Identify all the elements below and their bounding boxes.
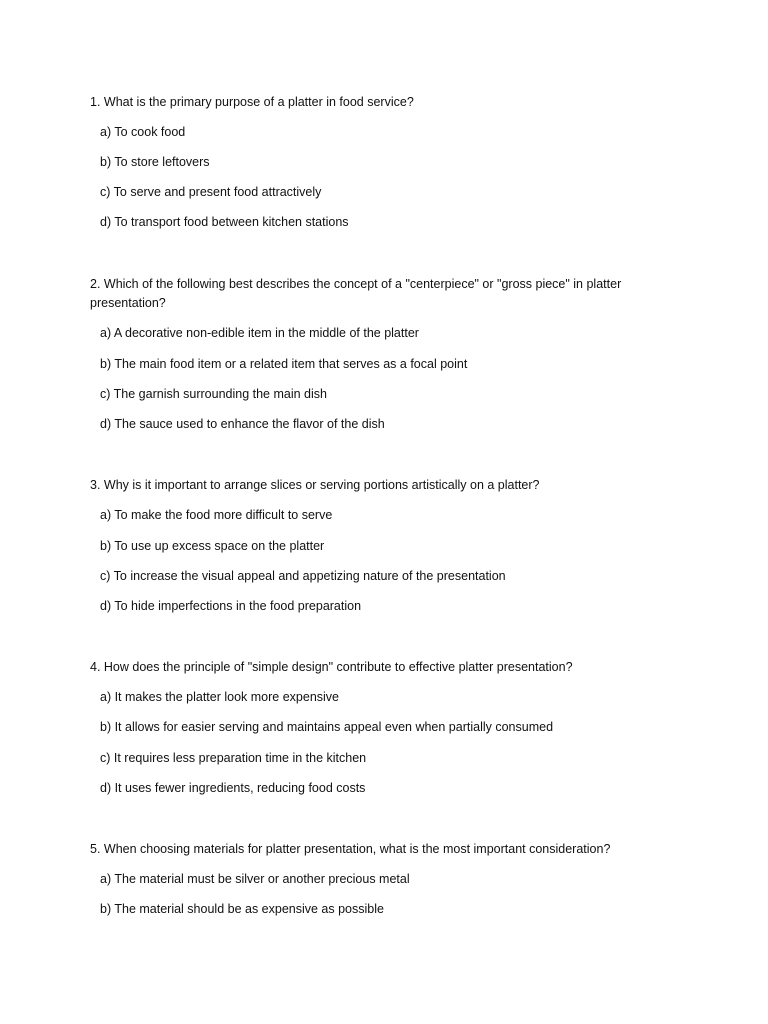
question-text: 4. How does the principle of "simple design" contribute to effective platter presentation?	[90, 660, 573, 674]
question-5	[90, 840, 650, 859]
answer-option: b) It allows for easier serving and maintains appeal even when partially consumed	[100, 720, 554, 734]
question-1	[90, 93, 650, 112]
answer-option: b) To use up excess space on the platter	[100, 539, 325, 553]
answer-option: b) The main food item or a related item that serves as a focal point	[100, 357, 468, 371]
answer-option: b) The material should be as expensive as possible	[100, 902, 384, 916]
answer-option: c) To increase the visual appeal and appetizing nature of the presentation	[100, 569, 506, 583]
question-4	[90, 658, 650, 677]
answer-option: c) To serve and present food attractively	[100, 185, 322, 199]
question-text: 5. When choosing materials for platter presentation, what is the most important consideration?	[90, 842, 611, 856]
question-3	[90, 476, 650, 495]
question-text: 1. What is the primary purpose of a platter in food service?	[90, 95, 414, 109]
answer-option: b) To store leftovers	[100, 155, 210, 169]
answer-option: d) To transport food between kitchen stations	[100, 215, 349, 229]
question-text: 2. Which of the following best describes the concept of a "centerpiece" or "gross piece" in platter presentation?	[90, 277, 622, 310]
answer-option: d) The sauce used to enhance the flavor of the dish	[100, 417, 385, 431]
question-text: 3. Why is it important to arrange slices or serving portions artistically on a platter?	[90, 478, 540, 492]
answer-option: a) To cook food	[100, 125, 186, 139]
answer-option: a) The material must be silver or another precious metal	[100, 872, 410, 886]
question-2	[90, 275, 650, 313]
answer-option: a) A decorative non-edible item in the middle of the platter	[100, 326, 419, 340]
answer-option: c) It requires less preparation time in the kitchen	[100, 751, 367, 765]
answer-option: a) It makes the platter look more expensive	[100, 690, 340, 704]
answer-option: a) To make the food more difficult to serve	[100, 508, 333, 522]
answer-option: c) The garnish surrounding the main dish	[100, 387, 327, 401]
answer-option: d) It uses fewer ingredients, reducing food costs	[100, 781, 366, 795]
answer-option: d) To hide imperfections in the food preparation	[100, 599, 362, 613]
